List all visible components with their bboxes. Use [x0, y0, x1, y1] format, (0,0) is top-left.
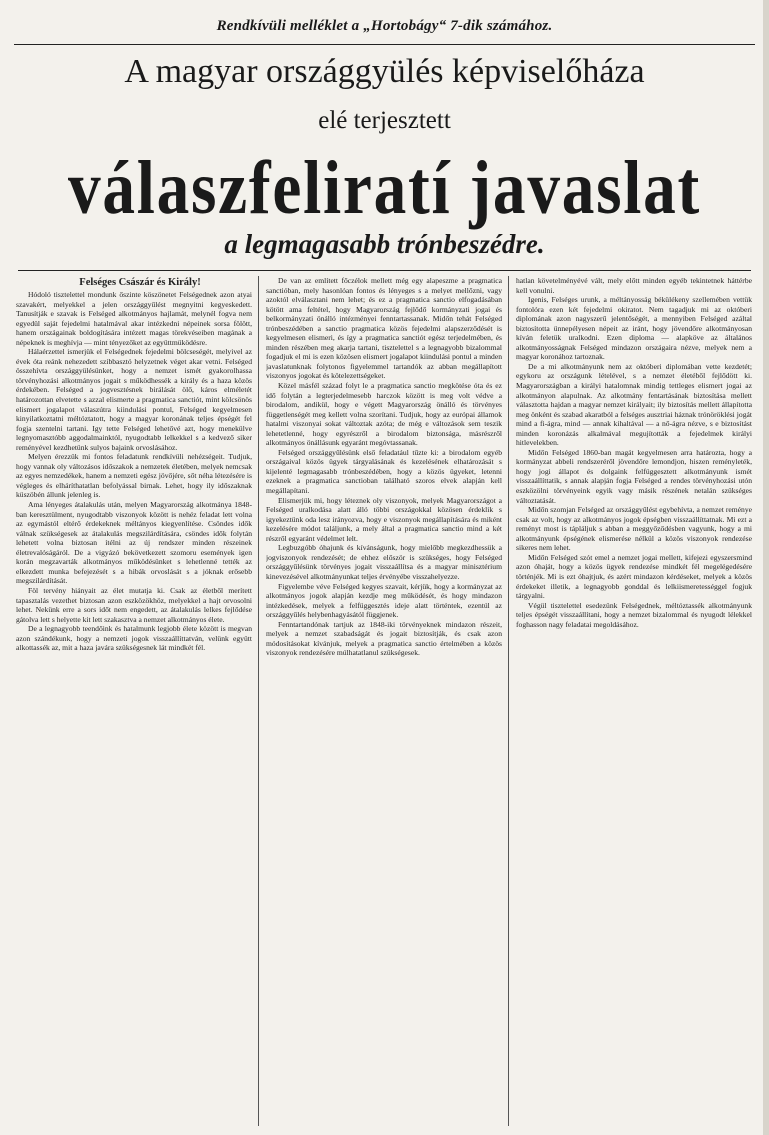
page-edge: [763, 0, 769, 1135]
paragraph: Elismerjük mi, hogy léteznek oly viszonyok, melyek Magyarországot a Felséged uralkodása alatt álló többi országokkal közösen érdeklik s igyekeztünk oda lesz irányozva, hogy e viszonyok megállapítására és miként kezelésére módot találjunk, a mely által a pragmatica sanctio mind a két részről egyaránt védelmet lelt.: [266, 495, 502, 543]
top-rule: [14, 44, 755, 45]
header-rule: [18, 270, 751, 271]
headline-line-2: elé terjesztett: [318, 107, 451, 134]
paragraph: Melyen érezzük mi fontos feladatunk rendkívüli nehézségeit. Tudjuk, hogy vannak oly változásos időszakok a nemzetek életében, melyek nemcsak az egyes nemzedékek, hanem a nemzeti egész jövőjére, sőt néha létezésére is végleges és elháríthatatlan befolyással birnak. Lehet, hogy ily időszaknak küszöbén állunk jelenleg is.: [16, 452, 252, 500]
paragraph: De a legnagyobb teendőink és hatalmunk legjobb élete között is megvan azon szándékunk, hogy a nemzeti jogok visszaállíttatván, velünk együtt alkottassék az, mit a haza javára szükségesnek lát mindkét fél.: [16, 624, 252, 653]
paragraph: Midőn szomjan Felséged az országgyűlést egybehívta, a nemzet reménye csak az volt, hogy az alkotmányos jogok épségben visszaállíttatnak. Mi ezt a reményt most is tápláljuk s abban a meggyőződésben vagyunk, hogy a mi alkotmányunk épségének elismerése nélkül a közös viszonyok rendezése sikeres nem lehet.: [516, 505, 752, 553]
column-3: [516, 276, 752, 1124]
paragraph: hatlan követelményévé vált, mely előtt minden egyéb tekintetnek háttérbe kell vonulni.: [516, 276, 752, 295]
headline-line-1: A magyar országgyülés képviselőháza: [124, 53, 645, 90]
paragraph: Midőn Felséged 1860-ban magát kegyelmesen arra határozta, hogy a kormányzat abbeli rendszeréről jövendőre lemondjon, hiszen reményleték, hogy jogi állapot és dolgaink felfüggesztett alkotmányunk ismét visszaállíttatik, s annak alapján fogja Felséged a rendes törvényhozási utón eszközölni törvényeink egyik vagy másik részének netalán szükséges változtatását.: [516, 447, 752, 505]
column-separator: [508, 276, 509, 1126]
paragraph: Hálaérzettel ismerjük el Felségednek fejedelmi bölcseségét, melyivel az évek óta reánk nehezedett szibbasztó helyzetnek véget akar vetni. Felséged összehívta országgyülésünket, hogy a nemzet ismét gyakorolhassa törvényhozási alkotmányos jogait s működhessék a király és a haza közös érdekében. Felséged a jogvesztésnek birálását ölő, káros elméletét határozottan elvetette s azzal elismerte a pragmatica sanctiót, mint kölcsönös elismert jogalapot válaszútra kiindulási pontul, Felséged kegyelmesen kinyilatkoztatni méltóztatott, hogy a magyar koronának teljes épségét fel fogja szentelni tartani. Igy tette Felséged lehetővé azt, hogy menekülve legnyomasztóbb aggodalmainktól, nyugodtabb lelkekkel s a kedvező siker reményével kezdhetünk sulyos bajaink orvoslásához.: [16, 347, 252, 452]
paragraph: Midőn Felséged szót emel a nemzet jogai mellett, kifejezi egyszersmind azon óhaját, hogy a közös ügyek rendezése mindkét fél megelégedésére történjék. Mi is ezt óhajtjuk, és azért mindazon kérdéseket, melyek a közös érdekeket illetik, a legnagyobb gonddal és lelkiismeretességgel fogjuk tárgyalni.: [516, 552, 752, 601]
salutation: Felséges Császár és Király!: [79, 277, 201, 288]
paragraph: Igenis, Felséges urunk, a méltányosság békülékeny szellemében vettük fontolóra ezen két fejedelmi okiratot. Nem tagadjuk mi az októberi diplomának azon nagyszerű jelentőségét, a mennyiben Felséged azáltal biztosította ünnepélyesen népeit az iránt, hogy jövendőre alkotmányosan kíván feletük uralkodni. Ezen diploma — alapköve az általános alkotmányosságnak Felséged mindazon országaira nézve, melyek nem a magyar koronához tartoznak.: [516, 295, 752, 362]
paragraph: Föl tervény hiányait az élet mutatja ki. Csak az életből merített tapasztalás vezethet biztosan azon eszközökhöz, melyekkel a hajt orvosolni lehet. Nekünk erre a sors időt nem engedett, az átalakulás lelkes fejlődése gátolva lett s helyette kit lett szakasztva a nemzet alkotmányos élete.: [16, 585, 252, 624]
headline-main-title: válaszfeliratí javaslat: [67, 146, 702, 230]
paragraph: Ama lényeges átalakulás után, melyen Magyarország alkotmánya 1848-ban keresztülment, nyugodtabb viszonyok között is nehéz feladat lett volna az egymástól eltérő érdekeknek méltányos kiegyenlítése. Csöndes idők válnak szükségesek az átalakulás megszilárdítására, csöndes idők folytán lehetett volna biztosan ítélni az új rendszer minden részeinek életrevalóságáról. De a vigyázó bekövetkezett szomoru események igen korán megzavarták alkotmányos működésünket s lehetlenné tették az elkezdett munka befejezését s a hibák orvoslását s a jóknak erősebb megszilárdítását.: [16, 500, 252, 586]
headline-subtitle: a legmagasabb trónbeszédre.: [224, 229, 545, 259]
paragraph: Közel másfél század folyt le a pragmatica sanctio megkötése óta és ez idő folytán a legterjedelmesebb harczok között is meg volt védve a birodalom, andikül, hogy e végett Magyarország önálló és törvényes függetlenségét meg kellett volna szorítani. Tudjuk, hogy az európai államok hatalmi viszonyai sokat változtak azóta; de még e változások sem teszik lehetetlenné, hogy egyrészről a birodalom biztonsága, másrészről alkotmányos önállásunk egyaránt megóvtassanak.: [266, 381, 502, 448]
paragraph: Felséged országgyűlésünk első feladatául tűzte ki: a birodalom egyéb országaival közös ügyek tárgyalásának és kezelésének elhatározását s kijelenté legmagasabb trónbeszédében, hogy a közös ügyeket, letenni ezeknek a pragmatica sanctioban található szoros elvek alapján kell megállapítani.: [266, 447, 502, 496]
paragraph: Fenntartandónak tartjuk az 1848-iki törvényeknek mindazon részeit, melyek a nemzet szabadságát és jogait biztosítják, és csak azon módosításokat kívánjuk, melyek a pragmatica sanctio értelmében a közös viszonyok rendezésére múlhatatlanul szükségesek.: [266, 619, 502, 658]
paragraph: Hódoló tisztelettel mondunk őszinte köszönetet Felségednek azon atyai szavakért, melyekkel a jelen országgyűlést megnyitni kegyeskedett. Tanusítják e szavak is Felséged alkotmányos hajlamát, melynél fogva nem egyedül saját fejedelmi hatalmával akar intézkedni népeinek sorsa fölött, hanem országainak boldogítására intézett magas törekvéseiben magának a népeknek is meghívja — mint tényezőket az együttmüködésre.: [16, 290, 252, 347]
paragraph: Legbuzgóbb óhajunk és kívánságunk, hogy mielőbb megkezdhessük a jogviszonyok rendezését; de ehhez először is szükséges, hogy Felséged országgyűlésünk törvényes jogait visszaállítsa és a magyar minisztérium kinevezésével alkotmányunkat teljes érvényébe visszahelyezze.: [266, 543, 502, 581]
paragraph: Figyelembe véve Felséged kegyes szavait, kérjük, hogy a kormányzat az alkotmányos jogok alapján kezdje meg működését, és hogy mindazon intézkedések, melyek a felfüggesztés ideje alatt történtek, ezentúl az országgyűlés helybenhagyásától függjenek.: [266, 581, 502, 620]
supplement-line: Rendkívüli melléklet a „Hortobágy“ 7-dik számához.: [216, 18, 553, 34]
column-separator: [258, 276, 259, 1126]
paragraph: Végül tisztelettel esedezünk Felségednek, méltóztassék alkotmányunk teljes épségét visszaállítani, hogy a nemzet bizalommal és nyugodt lélekkel foghasson nagy feladatai megoldásához.: [516, 600, 752, 629]
paragraph: De van az említett főczélok mellett még egy alapeszme a pragmatica sanctióban, mely hasonlóan fontos és lényeges s a melyet mellőzni, vagy azoktól elválasztani nem lehet; és ez a pragmatica sanctio elfogadásában kötött ama feltétel, hogy Magyarország fejlődő kormányzati jogai és belkormányzati önálló intézményei fenntartassanak. Midőn tehát Felséged trónbeszédében a sanctio pragmatica közös fejedelmi alapszerződését is kegyelmesen elismeri, és így a pragmatica sanctiót egész terjedelmében, és minden részében meg akarja tartani, tisztelettel s a legnagyobb bizalommal fogadjuk el mi is ezen közösen elismert jogalapot kiindulási pontul a minden javaslatunknak folytonos figyelemmel tartandók az abban megállapított viszonyos jogokat és kötelezettségeket.: [266, 276, 502, 381]
paragraph: De a mi alkotmányunk nem az októberi diplomában vette kezdetét; egykoru az országunk lételével, s a nemzet életéből fejlődött ki. Magyarországban a királyi hatalomnak mindig tettleges elismert jogai az alkotmányon alapulnak. Az alkotmány fentartásának biztosítása mellett választotta hajdan a magyar nemzet királyait; ily biztosítás mellett állapította meg önként és szabad akaratból a felséges ausztriai háznak trónöröklési jogát mind a fi-ágra, mind — annak kihaltával — a nő-ágra nézve, s e biztosítást minden koronázás alkalmával megujították a fejedelmek királyi hitlevelekben.: [516, 361, 752, 448]
column-1: [16, 276, 252, 1124]
column-2: [266, 276, 502, 1124]
